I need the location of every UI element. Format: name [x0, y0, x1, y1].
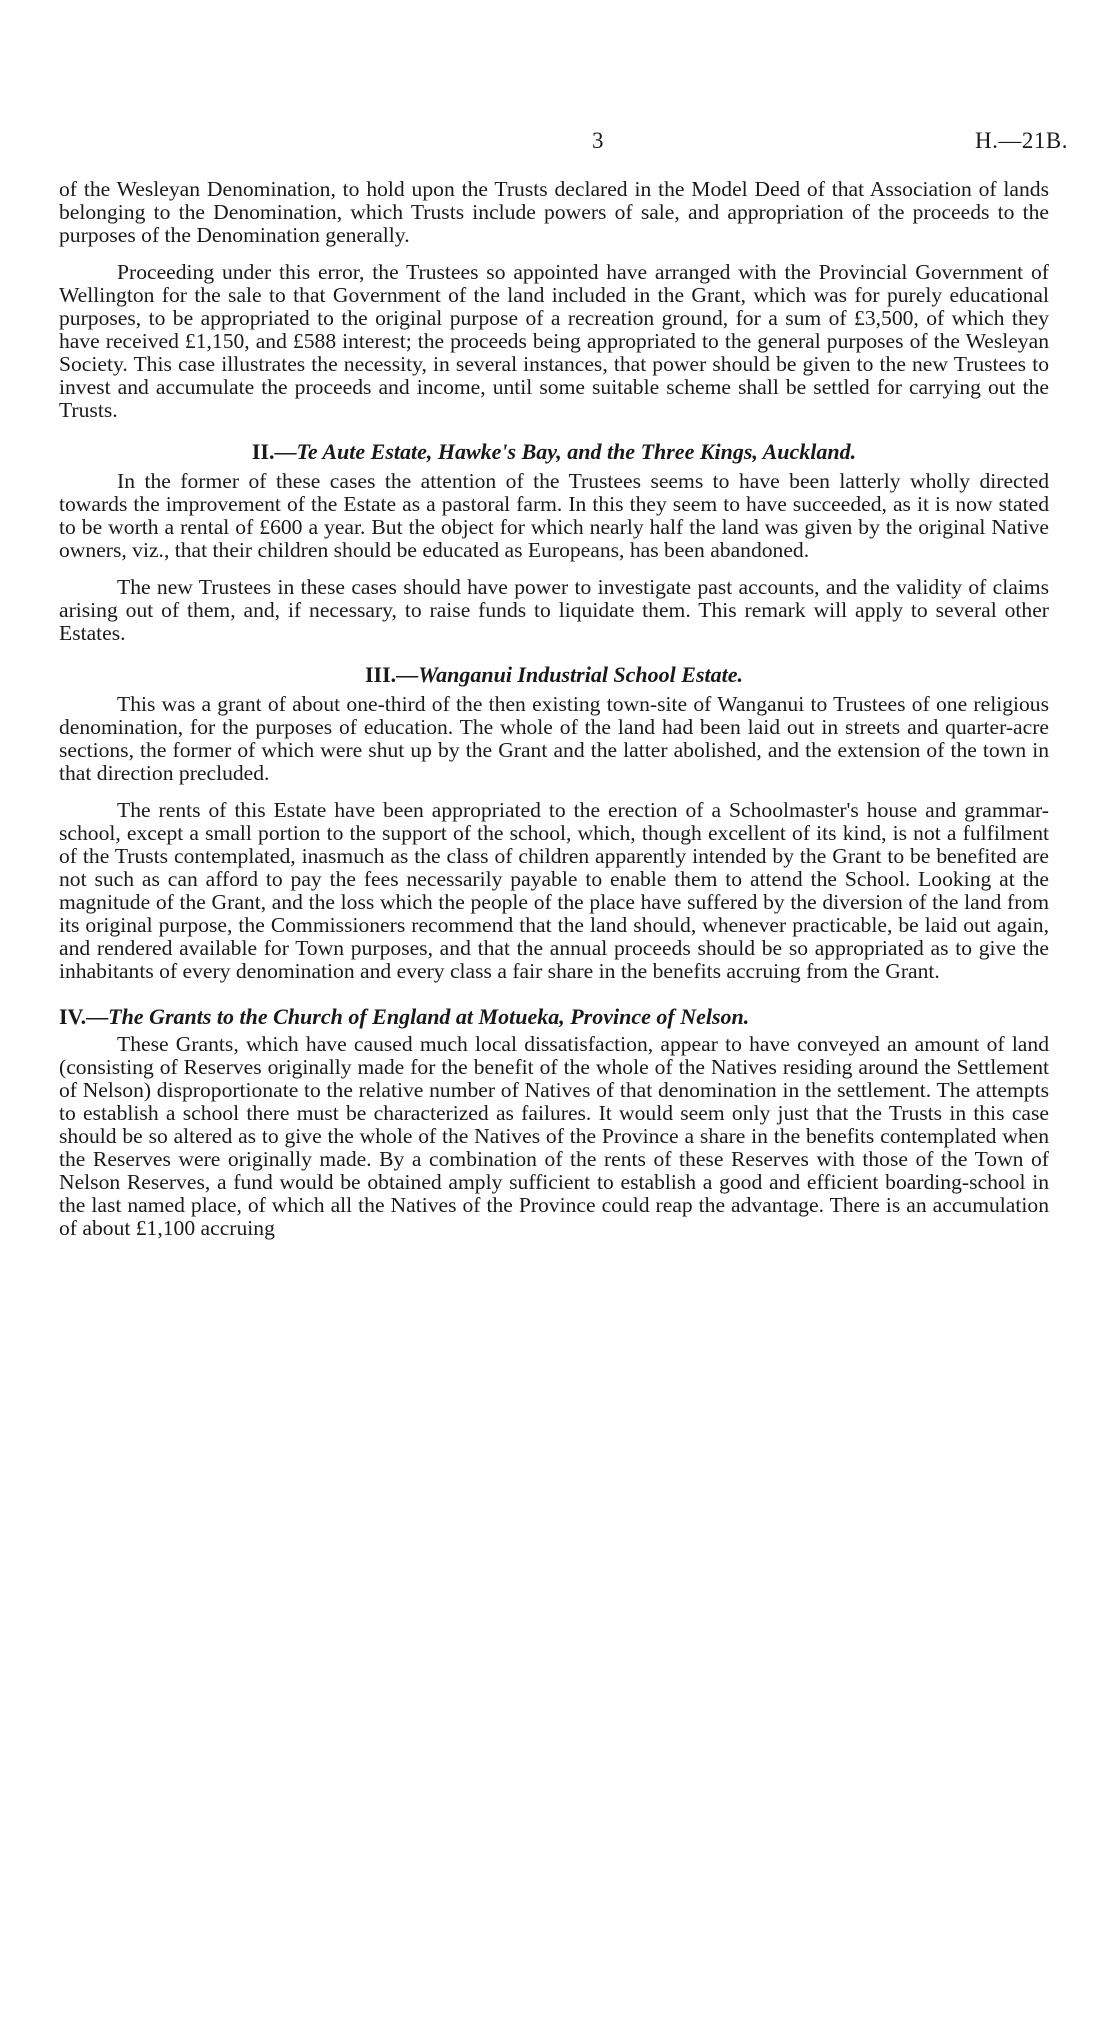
- section-heading-wanganui: [59, 663, 1049, 687]
- paragraph-proceeding-error: Proceeding under this error, the Trustees so appointed have arranged with the Provincial Government of Wellington for the sale to that Government of the land included in the Grant, which was for purely educational purposes, to be appropriated to the original purpose of a recreation ground, for a sum of £3,500, of which they have received £1,150, and £588 interest; the proceeds being appropriated to the general purposes of the Wesleyan Society. This case illustrates the necessity, in several instances, that power should be given to the new Trustees to invest and accumulate the proceeds and income, until some suitable scheme shall be settled for carrying out the Trusts.: [59, 260, 1049, 422]
- section-numeral: III.—: [365, 662, 419, 687]
- section-numeral: IV.—: [59, 1004, 109, 1029]
- document-reference: H.—21B.: [975, 128, 1068, 153]
- paragraph-wesleyan-continued: of the Wesleyan Denomination, to hold upon the Trusts declared in the Model Deed of that Association of lands belonging to the Denomination, which Trusts include powers of sale, and appropriation of the proceeds to the purposes of the Denomination generally.: [59, 177, 1049, 247]
- section-title: The Grants to the Church of England at Motueka, Province of Nelson.: [108, 1004, 750, 1029]
- body-text: [59, 178, 1049, 1240]
- paragraph-new-trustees: The new Trustees in these cases should have power to investigate past accounts, and the validity of claims arising out of them, and, if necessary, to raise funds to liquidate them. This remark will apply to several other Estates.: [59, 575, 1049, 645]
- paragraph-te-aute: In the former of these cases the attention of the Trustees seems to have been latterly wholly directed towards the improvement of the Estate as a pastoral farm. In this they seem to have succeeded, as it is now stated to be worth a rental of £600 a year. But the object for which nearly half the land was given by the original Native owners, viz., that their children should be educated as Europeans, has been abandoned.: [59, 469, 1049, 562]
- section-title: Te Aute Estate, Hawke's Bay, and the Three Kings, Auckland.: [296, 439, 857, 464]
- section-heading-motueka: [59, 1005, 1049, 1029]
- section-title: Wanganui Industrial School Estate.: [418, 662, 743, 687]
- section-numeral: II.—: [251, 439, 297, 464]
- paragraph-motueka-grants: These Grants, which have caused much local dissatisfaction, appear to have conveyed an amount of land (consisting of Reserves originally made for the benefit of the whole of the Natives residing around the Settlement of Nelson) disproportionate to the relative number of Natives of that denomination in the settlement. The attempts to establish a school there must be characterized as failures. It would seem only just that the Trusts in this case should be so altered as to give the whole of the Natives of the Province a share in the benefits contemplated when the Reserves were originally made. By a combination of the rents of these Reserves with those of the Town of Nelson Reserves, a fund would be obtained amply sufficient to establish a good and efficient boarding-school in the last named place, of which all the Natives of the Province could reap the advantage. There is an accumulation of about £1,100 accruing: [59, 1032, 1049, 1240]
- page-header: [44, 128, 1068, 158]
- page-number: 3: [592, 128, 604, 153]
- paragraph-wanganui-rents: The rents of this Estate have been appropriated to the erection of a Schoolmaster's house and grammar-school, except a small portion to the support of the school, which, though excellent of its kind, is not a fulfilment of the Trusts contemplated, inasmuch as the class of children apparently intended by the Grant to be benefited are not such as can afford to pay the fees necessarily payable to enable them to attend the School. Looking at the magnitude of the Grant, and the loss which the people of the place have suffered by the diversion of the land from its original purpose, the Commissioners recommend that the land should, whenever practicable, be laid out again, and rendered available for Town purposes, and that the annual proceeds should be so appropriated as to give the inhabitants of every denomination and every class a fair share in the benefits accruing from the Grant.: [59, 798, 1049, 983]
- paragraph-wanganui-grant: This was a grant of about one-third of the then existing town-site of Wanganui to Trustees of one religious denomination, for the purposes of education. The whole of the land had been laid out in streets and quarter-acre sections, the former of which were shut up by the Grant and the latter abolished, and the extension of the town in that direction precluded.: [59, 692, 1049, 785]
- section-heading-te-aute: [59, 440, 1049, 464]
